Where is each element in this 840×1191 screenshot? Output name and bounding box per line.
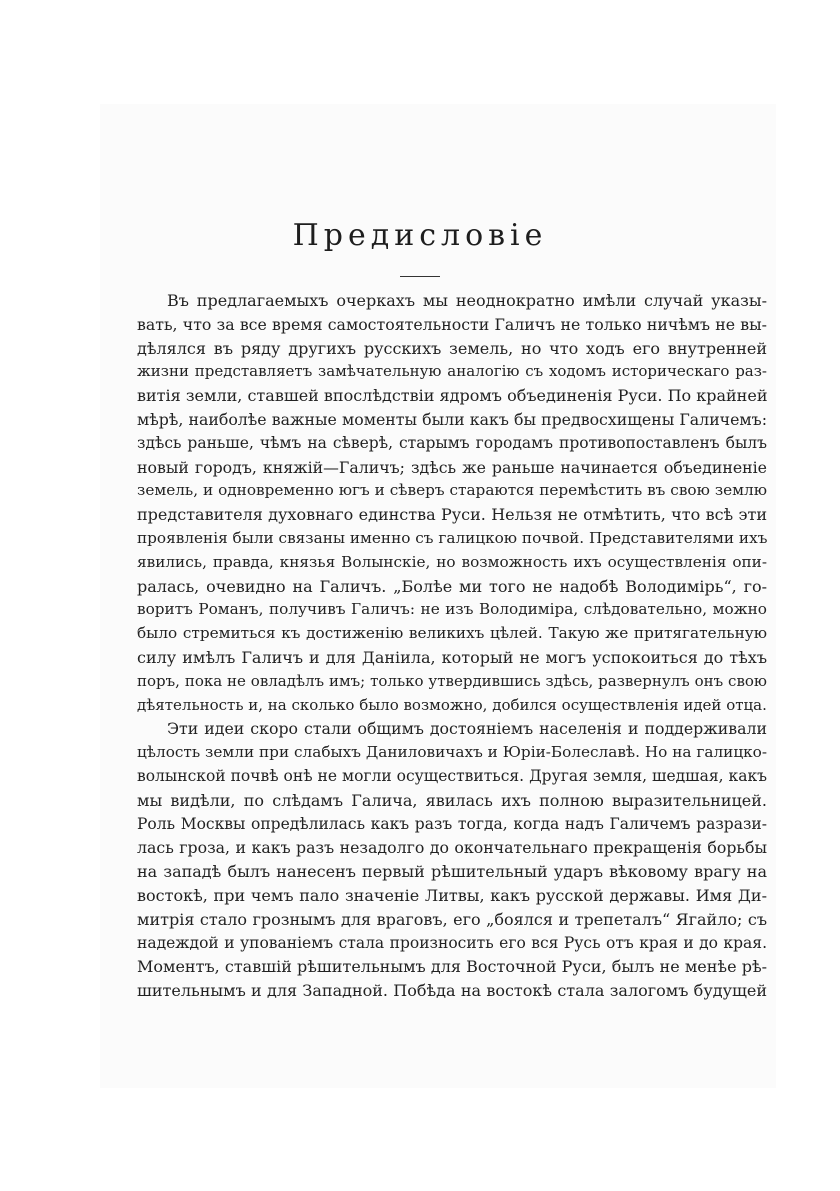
- text-line: новый городъ, княжій—Галичъ; здѣсь же раньше начинается объединеніе: [137, 457, 767, 477]
- text-line: поръ, пока не овладѣлъ имъ; только утвердившись здѣсь, развернулъ онъ свою: [137, 671, 767, 690]
- text-line: надеждой и упованіемъ стала произносить его вся Русь отъ края и до края.: [137, 933, 767, 952]
- text-line: на западѣ былъ нанесенъ первый рѣшительный ударъ вѣковому врагу на: [137, 862, 767, 882]
- text-line: представителя духовнаго единства Руси. Нельзя не отмѣтить, что всѣ эти: [137, 505, 767, 525]
- paragraph-1: [137, 289, 767, 717]
- text-line: витія земли, ставшей впослѣдствіи ядромъ объединенія Руси. По крайней: [137, 386, 767, 406]
- text-line: силу имѣлъ Галичъ и для Даніила, который не могъ успокоиться до тѣхъ: [137, 647, 767, 667]
- text-line: шительнымъ и для Западной. Побѣда на востокѣ стала залогомъ будущей: [137, 981, 767, 1001]
- text-line: жизни представляетъ замѣчательную аналогію съ ходомъ историческаго раз-: [137, 362, 767, 381]
- text-body: [137, 289, 767, 1003]
- title-divider: [400, 276, 440, 277]
- text-line: волынской почвѣ онѣ не могли осуществиться. Другая земля, шедшая, какъ: [137, 766, 767, 785]
- text-line: вать, что за все время самостоятельности Галичъ не только ничѣмъ не вы-: [137, 314, 767, 334]
- text-line: явились, правда, князья Волынскіе, но возможность ихъ осуществленія опи-: [137, 552, 767, 571]
- text-line: дѣлялся въ ряду другихъ русскихъ земель, но что ходъ его внутренней: [137, 338, 767, 358]
- text-line: дѣятельность и, на сколько было возможно, добился осуществленія идей отца.: [137, 695, 767, 714]
- text-line: ралась, очевидно на Галичъ. „Болѣе ми того не надобѣ Володимірь“, го-: [137, 576, 767, 596]
- text-line: мѣрѣ, наиболѣе важные моменты были какъ бы предвосхищены Галичемъ:: [137, 409, 767, 429]
- text-line: воритъ Романъ, получивъ Галичъ: не изъ Володиміра, слѣдовательно, можно: [137, 600, 767, 619]
- text-line: Эти идеи скоро стали общимъ достояніемъ населенія и поддерживали: [167, 719, 767, 739]
- text-line: проявленія были связаны именно съ галицкою почвой. Представителями ихъ: [137, 528, 767, 547]
- text-line: цѣлость земли при слабыхъ Даниловичахъ и Юріи-Болеславѣ. Но на галицко-: [137, 743, 767, 762]
- text-line: митрія стало грознымъ для враговъ, его „боялся и трепеталъ“ Ягайло; съ: [137, 909, 767, 929]
- text-line: Роль Москвы опредѣлилась какъ разъ тогда, когда надъ Галичемъ разрази-: [137, 814, 767, 833]
- text-line: лась гроза, и какъ разъ незадолго до окончательнаго прекращенія борьбы: [137, 838, 767, 858]
- paragraph-2: [137, 717, 767, 1003]
- text-line: востокѣ, при чемъ пало значеніе Литвы, какъ русской державы. Имя Ди-: [137, 885, 767, 905]
- text-line: здѣсь раньше, чѣмъ на сѣверѣ, старымъ городамъ противопоставленъ былъ: [137, 433, 767, 452]
- text-line: было стремиться къ достиженію великихъ цѣлей. Такую же притягательную: [137, 624, 767, 643]
- page-title: Предисловіе: [292, 218, 548, 253]
- text-line: Въ предлагаемыхъ очеркахъ мы неоднократно имѣли случай указы-: [167, 291, 767, 310]
- text-line: Моментъ, ставшій рѣшительнымъ для Восточной Руси, былъ не менѣе рѣ-: [137, 957, 767, 977]
- text-line: земель, и одновременно югъ и сѣверъ стараются перемѣстить въ свою землю: [137, 481, 767, 500]
- text-line: мы видѣли, по слѣдамъ Галича, явилась ихъ полною выразительницей.: [137, 790, 767, 810]
